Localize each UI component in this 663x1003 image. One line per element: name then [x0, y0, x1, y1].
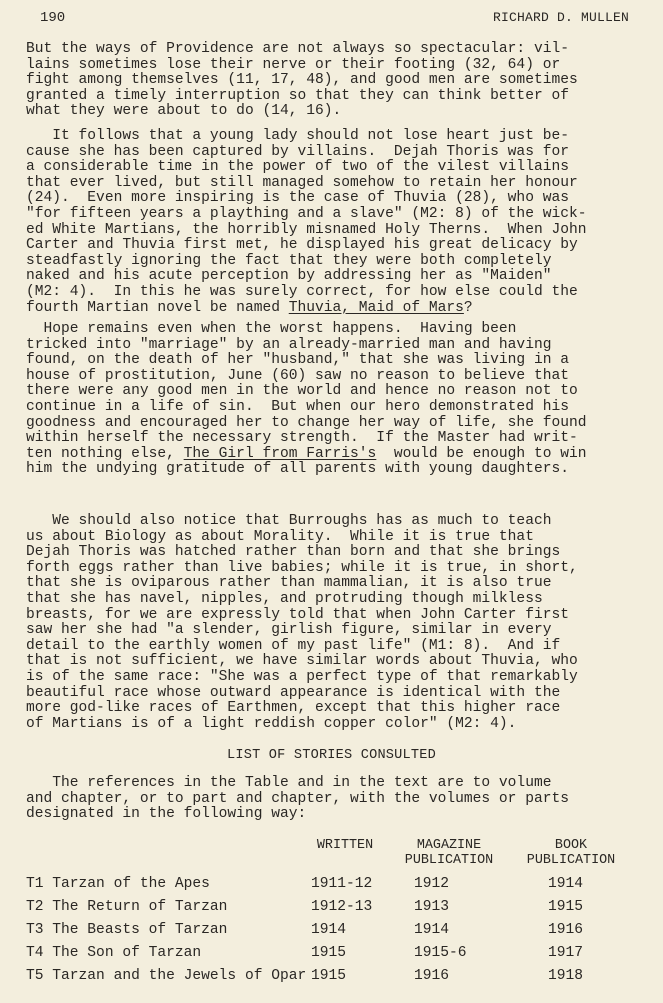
story-title: T5 Tarzan and the Jewels of Opar: [26, 968, 307, 984]
table-row: [26, 876, 636, 896]
text-line: that ever lived, but still managed somehow to retain her honour: [26, 174, 578, 191]
magazine-year: 1913: [414, 899, 450, 915]
text-line: (24). Even more inspiring is the case of Thuvia (28), who was: [26, 190, 569, 207]
text-line: Dejah Thoris was hatched rather than born and that she brings: [26, 544, 561, 561]
paragraph-2: [26, 129, 636, 316]
text-line: But the ways of Providence are not always so spectacular: vil-: [26, 41, 569, 57]
text-segment: ten nothing else,: [26, 445, 184, 462]
text-line: that she is oviparous rather than mammalian, it is also true: [26, 575, 552, 592]
story-title: T1 Tarzan of the Apes: [26, 876, 210, 892]
text-line: fight among themselves (11, 17, 48), and good men are sometimes: [26, 72, 578, 89]
text-line: ed White Martians, the horribly misnamed Holy Therns. When John: [26, 221, 587, 238]
text-line: breasts, for we are expressly told that when John Carter first: [26, 606, 569, 623]
text-line: within herself the necessary strength. If the Master had writ-: [26, 430, 578, 447]
text-line: continue in a life of sin. But when our hero demonstrated his: [26, 398, 569, 415]
text-line: saw her she had "a slender, girlish figure, similar in every: [26, 622, 552, 639]
magazine-year: 1915-6: [414, 945, 467, 961]
table-row: [26, 968, 636, 988]
text-line: detail to the earthly women of my past life" (M1: 8). And if: [26, 637, 561, 654]
paragraph-1: [26, 42, 636, 120]
text-line: is of the same race: "She was a perfect type of that remarkably: [26, 668, 578, 685]
text-line: designated in the following way:: [26, 806, 307, 823]
written-year: 1911-12: [311, 876, 373, 892]
text-line: It follows that a young lady should not lose heart just be-: [26, 128, 569, 144]
story-title: T2 The Return of Tarzan: [26, 899, 228, 915]
text-line: that is not sufficient, we have similar words about Thuvia, who: [26, 653, 578, 670]
paragraph-4: [26, 514, 636, 732]
text-line: tricked into "marriage" by an already-married man and having: [26, 336, 552, 353]
text-line: [26, 447, 636, 463]
book-year: 1918: [548, 968, 584, 984]
text-line: The references in the Table and in the text are to volume: [26, 775, 552, 791]
text-line: granted a timely interruption so that they can think better of: [26, 87, 569, 104]
magazine-year: 1914: [414, 922, 450, 938]
text-segment: fourth Martian novel be named: [26, 299, 289, 316]
text-line: lains sometimes lose their nerve or their footing (32, 64) or: [26, 56, 561, 73]
text-line: him the undying gratitude of all parents with young daughters.: [26, 461, 569, 478]
paragraph-3: [26, 322, 636, 478]
text-line: goodness and encouraged her to change her way of life, she found: [26, 414, 587, 431]
column-header-book: BOOK PUBLICATION: [526, 838, 616, 869]
text-line: there were any good men in the world and hence no reason not to: [26, 383, 578, 400]
text-line: more god-like races of Earthmen, except that this higher race: [26, 700, 561, 717]
column-header-written: WRITTEN: [316, 838, 374, 853]
column-header-magazine: MAGAZINE PUBLICATION: [404, 838, 494, 869]
text-line: (M2: 4). In this he was surely correct, for how else could the: [26, 283, 578, 300]
section-heading: LIST OF STORIES CONSULTED: [227, 748, 436, 763]
book-year: 1914: [548, 876, 584, 892]
story-title: T4 The Son of Tarzan: [26, 945, 202, 961]
text-line: a considerable time in the power of two of the vilest villains: [26, 159, 569, 176]
table-row: [26, 899, 636, 919]
written-year: 1915: [311, 968, 347, 984]
paragraph-5: [26, 776, 636, 823]
text-line: what they were about to do (14, 16).: [26, 103, 342, 120]
text-segment: ?: [463, 299, 473, 316]
text-line: We should also notice that Burroughs has as much to teach: [26, 513, 552, 529]
text-line: of Martians is of a light reddish copper color" (M2: 4).: [26, 715, 517, 732]
text-line: steadfastly ignoring the fact that they were both completely: [26, 252, 552, 269]
text-line: us about Biology as about Morality. While it is true that: [26, 528, 534, 545]
book-year: 1917: [548, 945, 584, 961]
table-row: [26, 945, 636, 965]
text-line: Hope remains even when the worst happens. Having been: [26, 321, 517, 337]
text-line: naked and his acute perception by addressing her as "Maiden": [26, 268, 552, 285]
book-year: 1916: [548, 922, 584, 938]
book-year: 1915: [548, 899, 584, 915]
text-line: found, on the death of her "husband," that she was living in a: [26, 352, 569, 369]
text-line: beautiful race whose outward appearance is identical with the: [26, 684, 561, 701]
written-year: 1914: [311, 922, 347, 938]
page-number: 190: [40, 10, 66, 26]
story-title-underlined: The Girl from Farris's: [183, 445, 377, 462]
story-title: T3 The Beasts of Tarzan: [26, 922, 228, 938]
written-year: 1912-13: [311, 899, 373, 915]
text-line: [26, 301, 636, 317]
text-line: cause she has been captured by villains. Dejah Thoris was for: [26, 143, 569, 160]
text-line: "for fifteen years a plaything and a slave" (M2: 8) of the wick-: [26, 205, 587, 222]
text-line: house of prostitution, June (60) saw no reason to believe that: [26, 367, 569, 384]
text-line: that she has navel, nipples, and protruding though milkless: [26, 590, 543, 607]
text-line: and chapter, or to part and chapter, with the volumes or parts: [26, 790, 569, 807]
running-head: RICHARD D. MULLEN: [492, 10, 629, 25]
magazine-year: 1916: [414, 968, 450, 984]
written-year: 1915: [311, 945, 347, 961]
text-segment: would be enough to win: [376, 445, 587, 462]
table-row: [26, 922, 636, 942]
page-header: [26, 10, 629, 28]
text-line: Carter and Thuvia first met, he displayed his great delicacy by: [26, 237, 578, 254]
text-line: forth eggs rather than live babies; while it is true, in short,: [26, 559, 578, 576]
book-title-underlined: Thuvia, Maid of Mars: [288, 299, 464, 316]
magazine-year: 1912: [414, 876, 450, 892]
